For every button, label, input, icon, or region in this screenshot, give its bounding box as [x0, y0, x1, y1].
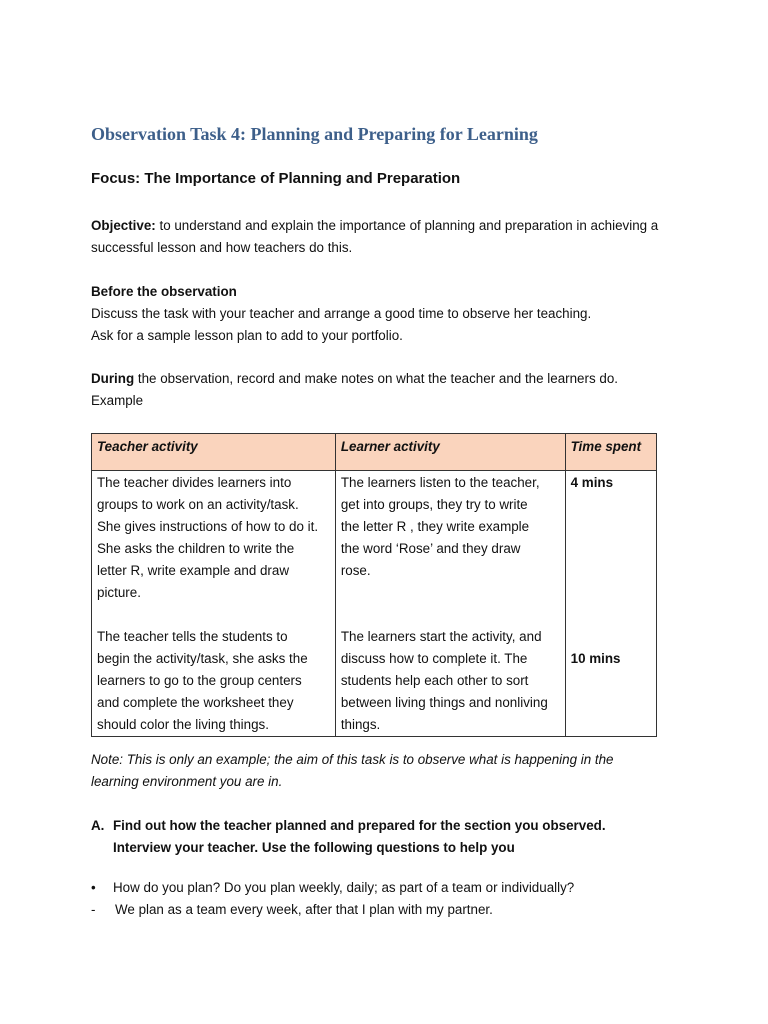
cell-line: learners to go to the group centers [97, 673, 302, 688]
cell-line: picture. [97, 585, 141, 600]
note-line2: learning environment you are in. [91, 774, 283, 789]
answer-item [91, 899, 493, 921]
cell-line: She gives instructions of how to do it. [97, 519, 319, 534]
before-observation-section [91, 281, 691, 347]
time-value: 4 mins [570, 475, 614, 490]
during-text-line2: Example [91, 393, 144, 408]
section-a-line2: Interview your teacher. Use the following questions to help you [113, 840, 515, 855]
section-a-line1: Find out how the teacher planned and prepared for the section you observed. [113, 818, 606, 833]
during-text-line1: the observation, record and make notes on what the teacher and the learners do. [134, 371, 618, 386]
cell-line: should color the living things. [97, 717, 269, 732]
cell-line: The teacher tells the students to [97, 629, 288, 644]
objective-text-line2: successful lesson and how teachers do this. [91, 240, 353, 255]
cell-line: begin the activity/task, she asks the [97, 651, 308, 666]
cell-line: The teacher divides learners into [97, 475, 292, 490]
question-text: How do you plan? Do you plan weekly, daily; as part of a team or individually? [113, 880, 575, 895]
objective-paragraph [91, 215, 691, 259]
header-time-spent: Time spent [565, 434, 656, 471]
cell-line: and complete the worksheet they [97, 695, 294, 710]
during-label: During [91, 371, 135, 386]
cell-line: students help each other to sort [340, 673, 529, 688]
cell-line: letter R, write example and draw [97, 563, 290, 578]
cell-line: rose. [340, 563, 371, 578]
header-learner-activity: Learner activity [335, 434, 565, 471]
bullet-icon: • [91, 880, 96, 895]
cell-line: get into groups, they try to write [340, 497, 528, 512]
cell-line: The learners start the activity, and [340, 629, 542, 644]
cell-line: The learners listen to the teacher, [340, 475, 540, 490]
focus-heading: Focus: The Importance of Planning and Preparation [91, 170, 461, 187]
note-text [91, 749, 614, 793]
document-title: Observation Task 4: Planning and Preparing for Learning [91, 124, 538, 144]
cell-line: between living things and nonliving [340, 695, 548, 710]
time-value: 10 mins [570, 651, 621, 666]
cell-line: discuss how to complete it. The [340, 651, 528, 666]
note-line1: Note: This is only an example; the aim of this task is to observe what is happening in the [91, 752, 614, 767]
before-observation-line2: Ask for a sample lesson plan to add to your portfolio. [91, 328, 403, 343]
cell-line: the letter R , they write example [340, 519, 530, 534]
section-a [91, 815, 606, 859]
cell-line: She asks the children to write the [97, 541, 295, 556]
header-teacher-activity: Teacher activity [92, 434, 336, 471]
table-header-row [92, 434, 657, 471]
answer-text: We plan as a team every week, after that I plan with my partner. [115, 902, 493, 917]
during-paragraph [91, 368, 691, 412]
before-observation-heading: Before the observation [91, 284, 237, 299]
before-observation-line1: Discuss the task with your teacher and arrange a good time to observe her teaching. [91, 306, 592, 321]
cell-line: things. [340, 717, 381, 732]
dash-icon: - [91, 902, 96, 917]
cell-line: groups to work on an activity/task. [97, 497, 299, 512]
learner-activity-cell [335, 471, 565, 737]
section-a-letter: A. [91, 818, 105, 833]
cell-line: the word ‘Rose’ and they draw [340, 541, 521, 556]
observation-table [91, 433, 657, 737]
table-row [92, 471, 657, 737]
question-item [91, 877, 574, 899]
time-spent-cell [565, 471, 656, 737]
objective-label: Objective: [91, 218, 156, 233]
objective-text-line1: to understand and explain the importance of planning and preparation in achieving a [155, 218, 659, 233]
teacher-activity-cell [92, 471, 336, 737]
